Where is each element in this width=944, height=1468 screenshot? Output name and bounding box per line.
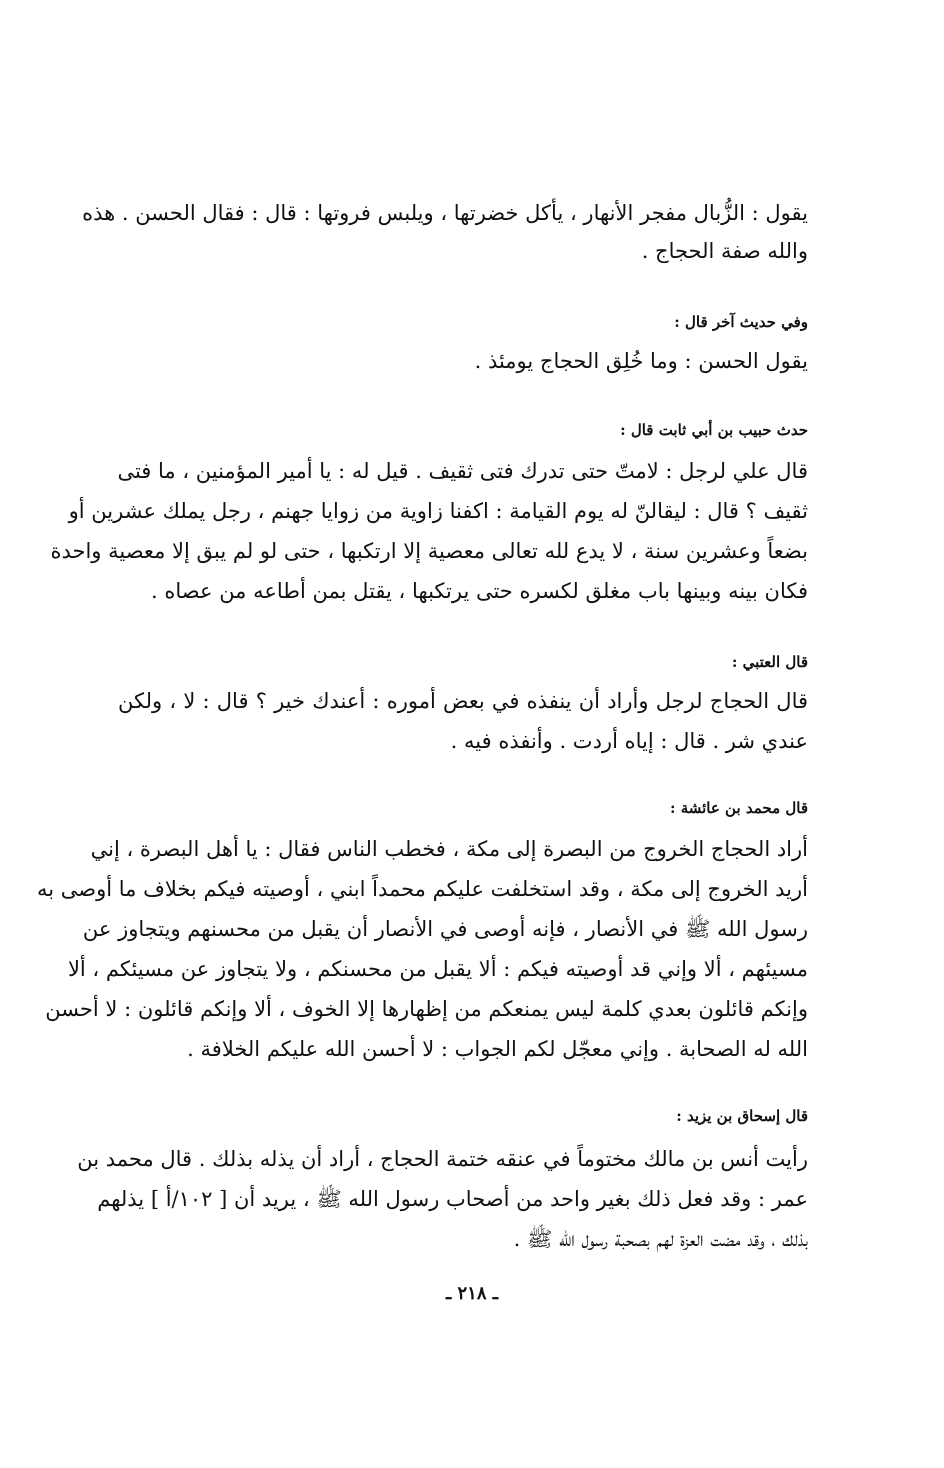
page-number: ـ ٢١٨ ـ	[445, 1283, 499, 1304]
text-line: بذلك ، وقد مضت العزة لهم بصحبة رسول الله ﷺ .	[513, 1227, 808, 1251]
text-line: مسيئهم ، ألا وإني قد أوصيته فيكم : ألا يقبل من محسنكم ، ولا يتجاوز عن مسيئكم ، ألا	[67, 957, 808, 981]
section-heading: قال محمد بن عائشة :	[669, 799, 808, 817]
text-line: ثقيف ؟ قال : ليقالنّ له يوم القيامة : اكفنا زاوية من زوايا جهنم ، رجل يملك عشرين أو	[68, 499, 808, 523]
text-line: أراد الحجاج الخروج من البصرة إلى مكة ، فخطب الناس فقال : يا أهل البصرة ، إني	[90, 837, 808, 861]
text-line: رسول الله ﷺ في الأنصار ، فإنه أوصى في الأنصار أن يقبل من محسنهم ويتجاوز عن	[82, 917, 808, 941]
section-heading: قال إسحاق بن يزيد :	[676, 1107, 808, 1125]
text-line: الله له الصحابة . وإني معجّل لكم الجواب : لا أحسن الله عليكم الخلافة .	[187, 1037, 808, 1061]
section-heading: وفي حديث آخر قال :	[674, 313, 808, 331]
text-line: بضعاً وعشرين سنة ، لا يدع لله تعالى معصية إلا ارتكبها ، حتى لو لم يبق إلا معصية واحدة	[50, 539, 808, 563]
text-line: أريد الخروج إلى مكة ، وقد استخلفت عليكم محمداً ابني ، أوصيته فيكم بخلاف ما أوصى به	[36, 877, 808, 901]
text-line: فكان بينه وبينها باب مغلق لكسره حتى يرتكبها ، يقتل بمن أطاعه من عصاه .	[151, 579, 808, 603]
section-heading: حدث حبيب بن أبي ثابت قال :	[620, 421, 808, 439]
text-line: قال الحجاج لرجل وأراد أن ينفذه في بعض أموره : أعندك خير ؟ قال : لا ، ولكن	[118, 689, 808, 713]
text-line: والله صفة الحجاج .	[641, 239, 808, 263]
text-line: رأيت أنس بن مالك مختوماً في عنقه ختمة الحجاج ، أراد أن يذله بذلك . قال محمد بن	[77, 1147, 808, 1171]
section-heading: قال العتبي :	[731, 653, 808, 671]
text-line: وإنكم قائلون بعدي كلمة ليس يمنعكم من إظهارها إلا الخوف ، ألا وإنكم قائلون : لا أحسن	[45, 997, 808, 1021]
text-line: قال علي لرجل : لامتّ حتى تدرك فتى ثقيف . قيل له : يا أمير المؤمنين ، ما فتى	[117, 459, 808, 483]
text-line: يقول : الزُّبال مفجر الأنهار ، يأكل خضرتها ، ويلبس فروتها : قال : فقال الحسن . هذه	[82, 201, 808, 225]
text-line: عمر : وقد فعل ذلك بغير واحد من أصحاب رسول الله ﷺ ، يريد أن [ ١٠٢/أ ] يذلهم	[97, 1187, 808, 1211]
text-line: يقول الحسن : وما خُلِق الحجاج يومئذ .	[474, 349, 808, 373]
text-line: عندي شر . قال : إياه أردت . وأنفذه فيه .	[450, 729, 808, 753]
